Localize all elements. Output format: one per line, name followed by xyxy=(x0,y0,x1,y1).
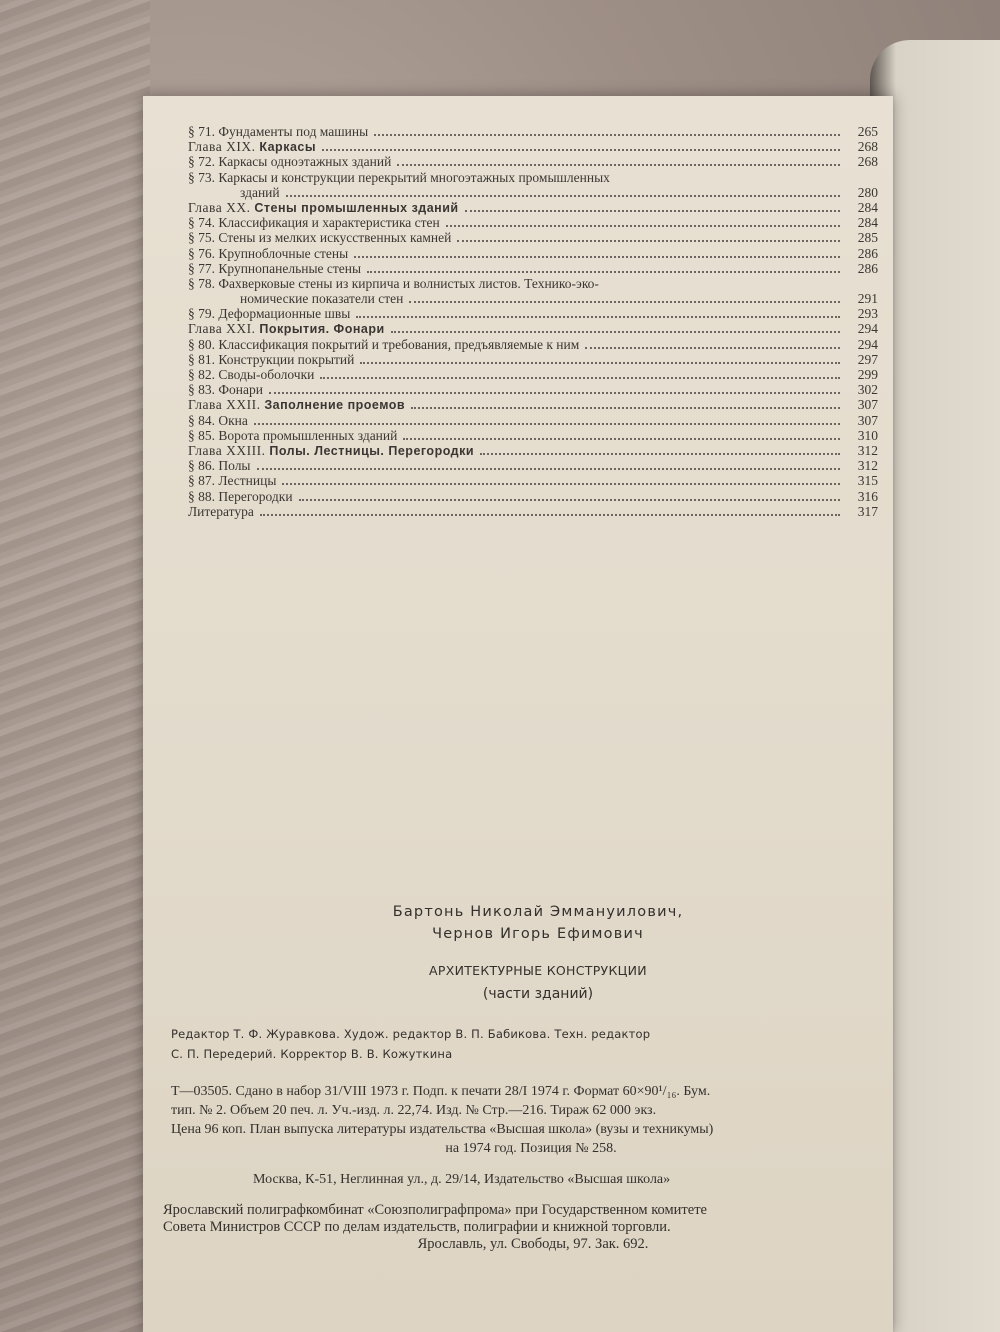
toc-row xyxy=(188,428,878,443)
toc-page-number: 285 xyxy=(857,230,878,246)
toc-page-number: 310 xyxy=(857,427,878,443)
chapter-name: Полы. Лестницы. Перегородки xyxy=(269,443,475,458)
toc-row xyxy=(188,261,878,276)
publisher-address: Москва, К-51, Неглинная ул., д. 29/14, Издательство «Высшая школа» xyxy=(253,1172,671,1187)
toc-entry-title: § 74. Классификация и характеристика стен xyxy=(188,215,440,231)
dot-leader xyxy=(269,392,840,394)
toc-page-number: 316 xyxy=(857,488,878,504)
toc-entry-title: § 86. Полы xyxy=(188,458,251,474)
printer-info xyxy=(163,1202,903,1253)
toc-entry-title: § 88. Перегородки xyxy=(188,488,293,504)
authors xyxy=(183,901,893,945)
toc-row xyxy=(188,443,878,458)
chapter-name: Покрытия. Фонари xyxy=(259,322,385,337)
toc-page-number: 299 xyxy=(857,367,878,382)
toc-row xyxy=(188,246,878,261)
dot-leader xyxy=(320,377,840,379)
toc-row xyxy=(188,337,878,352)
dot-leader xyxy=(299,499,840,501)
author-1: Бартонь Николай Эммануилович, xyxy=(392,904,684,920)
toc-entry-title: § 72. Каркасы одноэтажных зданий xyxy=(188,154,392,170)
dot-leader xyxy=(374,134,840,136)
dot-leader xyxy=(360,362,840,364)
toc-page-number: 307 xyxy=(857,397,878,413)
toc-row xyxy=(188,170,878,185)
toc-entry-title: § 82. Своды-оболочки xyxy=(188,367,315,382)
dot-leader xyxy=(367,271,840,273)
toc-entry-title: § 87. Лестницы xyxy=(188,473,277,489)
pub-line: Цена 96 коп. План выпуска литературы издательства «Высшая школа» (вузы и техникумы) xyxy=(171,1122,714,1137)
toc-entry-title: § 79. Деформационные швы xyxy=(188,306,351,322)
toc-entry-title: § 76. Крупноблочные стены xyxy=(188,245,349,261)
toc-entry-title xyxy=(188,443,474,459)
toc-page-number: 268 xyxy=(857,139,878,155)
toc-page-number: 307 xyxy=(857,412,878,428)
chapter-name: Стены промышленных зданий xyxy=(254,200,459,215)
dot-leader xyxy=(286,195,840,197)
toc-row xyxy=(188,352,878,367)
toc-row xyxy=(188,200,878,215)
toc-page-number: 284 xyxy=(857,199,878,215)
toc-row xyxy=(188,367,878,382)
dot-leader xyxy=(282,483,840,485)
dot-leader xyxy=(354,256,840,258)
toc-page-number: 268 xyxy=(857,154,878,170)
dot-leader xyxy=(409,301,840,303)
toc-page-number: 265 xyxy=(857,124,878,139)
author-2: Чернов Игорь Ефимович xyxy=(432,926,644,942)
toc-row xyxy=(188,413,878,428)
toc-row xyxy=(188,276,878,291)
credits-line: С. П. Передерий. Корректор В. В. Кожуткина xyxy=(171,1047,453,1061)
dot-leader xyxy=(257,468,840,470)
publication-details xyxy=(171,1082,891,1158)
printer-line: Ярославский полиграфкомбинат «Союзполиграфпрома» при Государственном комитете xyxy=(163,1202,707,1218)
toc-row xyxy=(188,124,878,139)
toc-entry-title: § 73. Каркасы и конструкции перекрытий многоэтажных промышленных xyxy=(188,169,610,185)
toc-page-number: 280 xyxy=(857,184,878,200)
dot-leader xyxy=(585,347,840,349)
toc-row xyxy=(188,473,878,488)
dot-leader xyxy=(356,316,840,318)
book-page xyxy=(143,96,893,1332)
toc-page-number: 312 xyxy=(857,442,878,458)
toc-entry-title xyxy=(188,321,385,337)
toc-entry-title: зданий xyxy=(240,184,280,200)
chapter-prefix: Глава XXIII. xyxy=(188,442,266,458)
toc-entry-title: § 80. Классификация покрытий и требования, предъявляемые к ним xyxy=(188,336,580,352)
toc-page-number: 286 xyxy=(857,245,878,261)
fur-background xyxy=(0,0,150,1332)
toc-entry-title: § 77. Крупнопанельные стены xyxy=(188,260,362,276)
dot-leader xyxy=(391,331,840,333)
dot-leader xyxy=(260,514,840,516)
toc-entry-title xyxy=(188,397,405,413)
dot-leader xyxy=(397,164,840,166)
toc-row xyxy=(188,215,878,230)
toc-row xyxy=(188,154,878,169)
toc-entry-title: номические показатели стен xyxy=(240,291,404,307)
toc-page-number: 317 xyxy=(857,503,878,519)
dot-leader xyxy=(411,407,840,409)
toc-entry-title: § 85. Ворота промышленных зданий xyxy=(188,427,398,443)
toc-page-number: 302 xyxy=(857,382,878,398)
toc-entry-title xyxy=(188,139,316,155)
toc-row xyxy=(188,306,878,321)
toc-page-number: 293 xyxy=(857,306,878,322)
chapter-name: Заполнение проемов xyxy=(264,398,406,413)
dot-leader xyxy=(480,453,840,455)
pub-line: на 1974 год. Позиция № 258. xyxy=(445,1141,617,1156)
dot-leader xyxy=(446,225,840,227)
toc-entry-title: § 84. Окна xyxy=(188,412,248,428)
toc-row xyxy=(188,185,878,200)
chapter-prefix: Глава XXII. xyxy=(188,397,261,413)
colophon xyxy=(143,901,893,1253)
toc-page-number: 294 xyxy=(857,336,878,352)
toc-page-number: 312 xyxy=(857,458,878,474)
toc-row xyxy=(188,291,878,306)
toc-entry-title: § 71. Фундаменты под машины xyxy=(188,124,369,139)
dot-leader xyxy=(322,149,840,151)
toc-row xyxy=(188,458,878,473)
credits-line: Редактор Т. Ф. Журавкова. Худож. редактор В. П. Бабикова. Техн. редактор xyxy=(171,1027,651,1041)
dot-leader xyxy=(254,423,840,425)
pub-line: тип. № 2. Объем 20 печ. л. Уч.-изд. л. 22,74. Изд. № Стр.—216. Тираж 62 000 экз. xyxy=(171,1103,657,1118)
chapter-prefix: Глава XXI. xyxy=(188,321,256,337)
chapter-name: Каркасы xyxy=(259,140,317,155)
toc-page-number: 291 xyxy=(857,291,878,307)
toc-row xyxy=(188,139,878,154)
toc-entry-title xyxy=(188,200,459,216)
dot-leader xyxy=(465,210,840,212)
book-subtitle: (части зданий) xyxy=(482,986,594,1002)
editorial-credits xyxy=(171,1024,891,1064)
toc-row xyxy=(188,489,878,504)
printer-line: Совета Министров СССР по делам издательств, полиграфии и книжной торговли. xyxy=(163,1219,671,1235)
toc-entry-title: § 78. Фахверковые стены из кирпича и волнистых листов. Технико-эко- xyxy=(188,275,599,291)
toc-entry-title: § 83. Фонари xyxy=(188,382,263,398)
toc-entry-title: § 81. Конструкции покрытий xyxy=(188,351,355,367)
toc-row xyxy=(188,504,878,519)
chapter-prefix: Глава XIX. xyxy=(188,139,256,155)
book-title: АРХИТЕКТУРНЫЕ КОНСТРУКЦИИ xyxy=(429,963,647,978)
toc-page-number: 294 xyxy=(857,321,878,337)
toc-page-number: 286 xyxy=(857,260,878,276)
toc-row xyxy=(188,321,878,336)
pub-line: Т—03505. Сдано в набор 31/VIII 1973 г. Подп. к печати 28/I 1974 г. Формат 60×90¹/₁₆. Бум. xyxy=(171,1084,711,1099)
toc-row xyxy=(188,382,878,397)
toc-entry-title: Литература xyxy=(188,503,254,519)
toc-page-number: 315 xyxy=(857,473,878,489)
toc-row xyxy=(188,230,878,245)
toc-entry-title: § 75. Стены из мелких искусственных камней xyxy=(188,230,452,246)
printer-line: Ярославль, ул. Свободы, 97. Зак. 692. xyxy=(417,1236,649,1252)
toc-page-number: 297 xyxy=(857,351,878,367)
dot-leader xyxy=(457,240,840,242)
toc-page-number: 284 xyxy=(857,215,878,231)
toc-row xyxy=(188,397,878,412)
table-of-contents xyxy=(188,124,878,519)
dot-leader xyxy=(403,438,840,440)
chapter-prefix: Глава XX. xyxy=(188,199,251,215)
